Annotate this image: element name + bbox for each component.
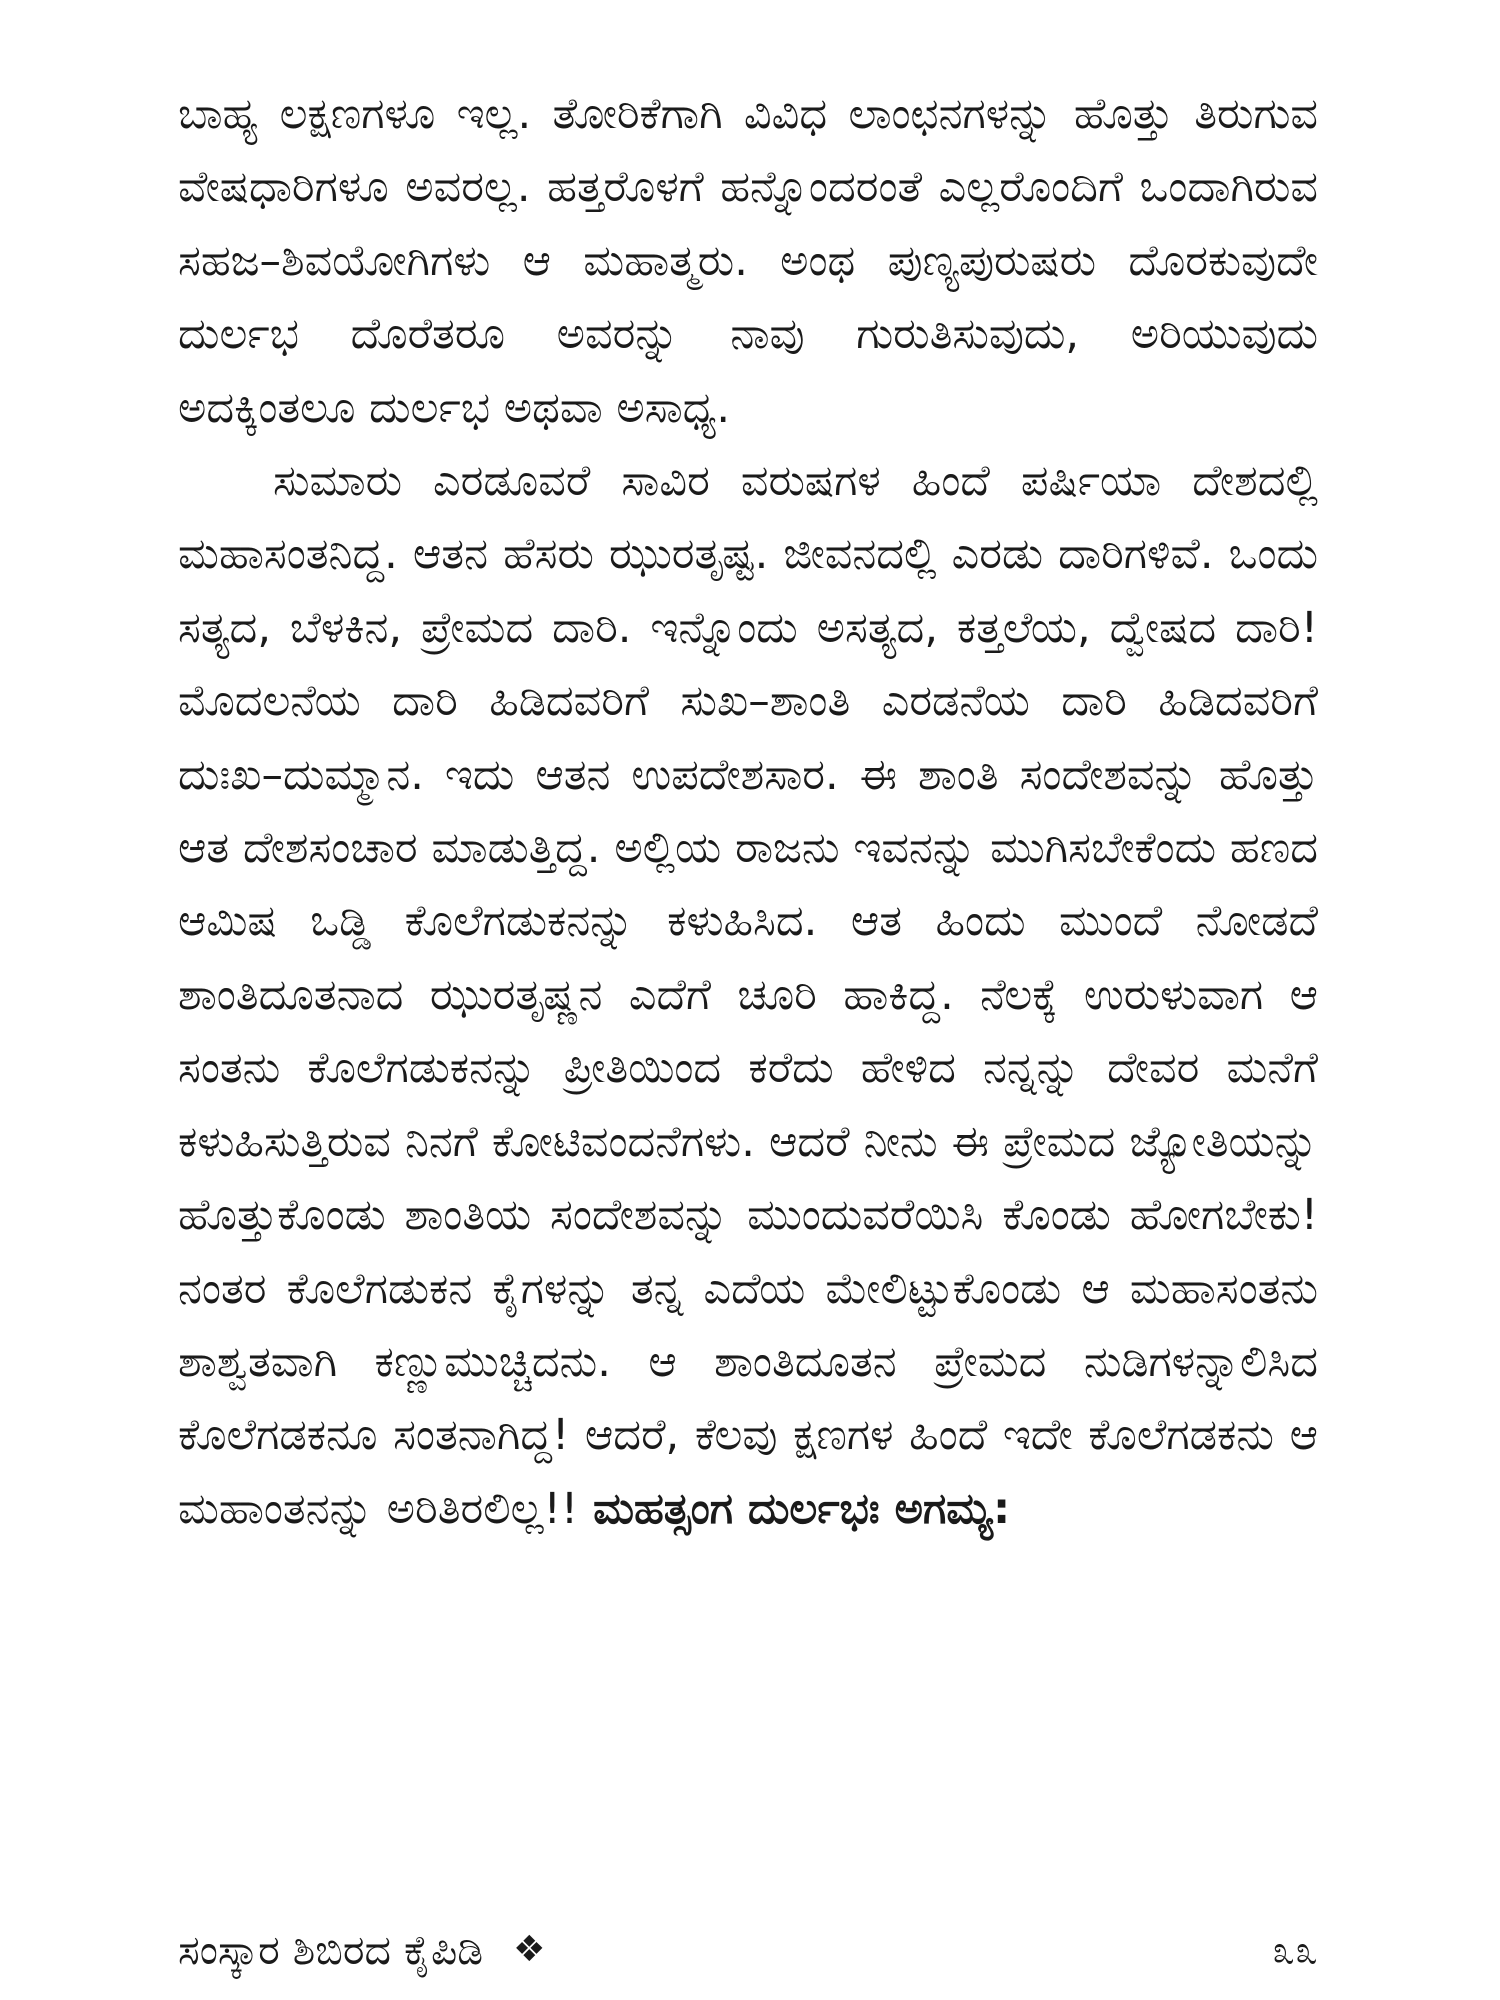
page-number: ೩೩ xyxy=(1272,1926,1318,1974)
page-footer xyxy=(178,1920,1318,1980)
body-text xyxy=(178,78,1318,1546)
paragraph-1 xyxy=(178,78,1318,445)
paragraph-2 xyxy=(178,445,1318,1546)
paragraph-1-text: ಬಾಹ್ಯ ಲಕ್ಷಣಗಳೂ ಇಲ್ಲ. ತೋರಿಕೆಗಾಗಿ ವಿವಿಧ ಲಾಂಛನಗಳನ್ನು ಹೊತ್ತು ತಿರುಗುವ ವೇಷಧಾರಿಗಳೂ ಅವರಲ್ಲ. ಹತ್ತರೊಳಗೆ ಹನ್ನೊಂದರಂತೆ ಎಲ್ಲರೊಂದಿಗೆ ಒಂದಾಗಿರುವ ಸಹಜ–ಶಿವಯೋಗಿಗಳು ಆ ಮಹಾತ್ಮರು. ಅಂಥ ಪುಣ್ಯಪುರುಷರು ದೊರಕುವುದೇ ದುರ್ಲಭ ದೊರೆತರೂ ಅವರನ್ನು ನಾವು ಗುರುತಿಸುವುದು, ಅರಿಯುವುದು ಅದಕ್ಕಿಂತಲೂ ದುರ್ಲಭ ಅಥವಾ ಅಸಾಧ್ಯ. xyxy=(178,89,1318,433)
paragraph-2-text: ಸುಮಾರು ಎರಡೂವರೆ ಸಾವಿರ ವರುಷಗಳ ಹಿಂದೆ ಪರ್ಷಿಯಾ ದೇಶದಲ್ಲಿ ಮಹಾಸಂತನಿದ್ದ. ಆತನ ಹೆಸರು ಝುರತೃಷ್ಟ. ಜೀವನದಲ್ಲಿ ಎರಡು ದಾರಿಗಳಿವೆ. ಒಂದು ಸತ್ಯದ, ಬೆಳಕಿನ, ಪ್ರೇಮದ ದಾರಿ. ಇನ್ನೊಂದು ಅಸತ್ಯದ, ಕತ್ತಲೆಯ, ದ್ವೇಷದ ದಾರಿ! ಮೊದಲನೆಯ ದಾರಿ ಹಿಡಿದವರಿಗೆ ಸುಖ–ಶಾಂತಿ ಎರಡನೆಯ ದಾರಿ ಹಿಡಿದವರಿಗೆ ದುಃಖ–ದುಮ್ಮಾನ. ಇದು ಆತನ ಉಪದೇಶಸಾರ. ಈ ಶಾಂತಿ ಸಂದೇಶವನ್ನು ಹೊತ್ತು ಆತ ದೇಶಸಂಚಾರ ಮಾಡುತ್ತಿದ್ದ. ಅಲ್ಲಿಯ ರಾಜನು ಇವನನ್ನು ಮುಗಿಸಬೇಕೆಂದು ಹಣದ ಆಮಿಷ ಒಡ್ಡಿ ಕೊಲೆಗಡುಕನನ್ನು ಕಳುಹಿಸಿದ. ಆತ ಹಿಂದು ಮುಂದೆ ನೋಡದೆ ಶಾಂತಿದೂತನಾದ ಝುರತೃಷ್ಣನ ಎದೆಗೆ ಚೂರಿ ಹಾಕಿದ್ದ. ನೆಲಕ್ಕೆ ಉರುಳುವಾಗ ಆ ಸಂತನು ಕೊಲೆಗಡುಕನನ್ನು ಪ್ರೀತಿಯಿಂದ ಕರೆದು ಹೇಳಿದ ನನ್ನನ್ನು ದೇವರ ಮನೆಗೆ ಕಳುಹಿಸುತ್ತಿರುವ ನಿನಗೆ ಕೋಟಿವಂದನೆಗಳು. ಆದರೆ ನೀನು ಈ ಪ್ರೇಮದ ಜ್ಯೋತಿಯನ್ನು ಹೊತ್ತುಕೊಂಡು ಶಾಂತಿಯ ಸಂದೇಶವನ್ನು ಮುಂದುವರೆಯಿಸಿ ಕೊಂಡು ಹೋಗಬೇಕು! ನಂತರ ಕೊಲೆಗಡುಕನ ಕೈಗಳನ್ನು ತನ್ನ ಎದೆಯ ಮೇಲಿಟ್ಟುಕೊಂಡು ಆ ಮಹಾಸಂತನು ಶಾಶ್ವತವಾಗಿ ಕಣ್ಣುಮುಚ್ಚಿದನು. ಆ ಶಾಂತಿದೂತನ ಪ್ರೇಮದ ನುಡಿಗಳನ್ನಾಲಿಸಿದ ಕೊಲೆಗಡಕನೂ ಸಂತನಾಗಿದ್ದ! ಆದರೆ, ಕೆಲವು ಕ್ಷಣಗಳ ಹಿಂದೆ ಇದೇ ಕೊಲೆಗಡಕನು ಆ ಮಹಾಂತನನ್ನು ಅರಿತಿರಲಿಲ್ಲ!! xyxy=(178,456,1318,1534)
closing-sanskrit-phrase: ಮಹತ್ಸಂಗ ದುರ್ಲಭಃ ಅಗಮ್ಯ: xyxy=(578,1483,1011,1534)
ornament-icon: ❖ xyxy=(513,1929,546,1970)
book-title: ಸಂಸ್ಕಾರ ಶಿಬಿರದ ಕೈಪಿಡಿ xyxy=(178,1926,484,1974)
document-page xyxy=(178,78,1318,1974)
footer-left xyxy=(178,1920,545,1980)
